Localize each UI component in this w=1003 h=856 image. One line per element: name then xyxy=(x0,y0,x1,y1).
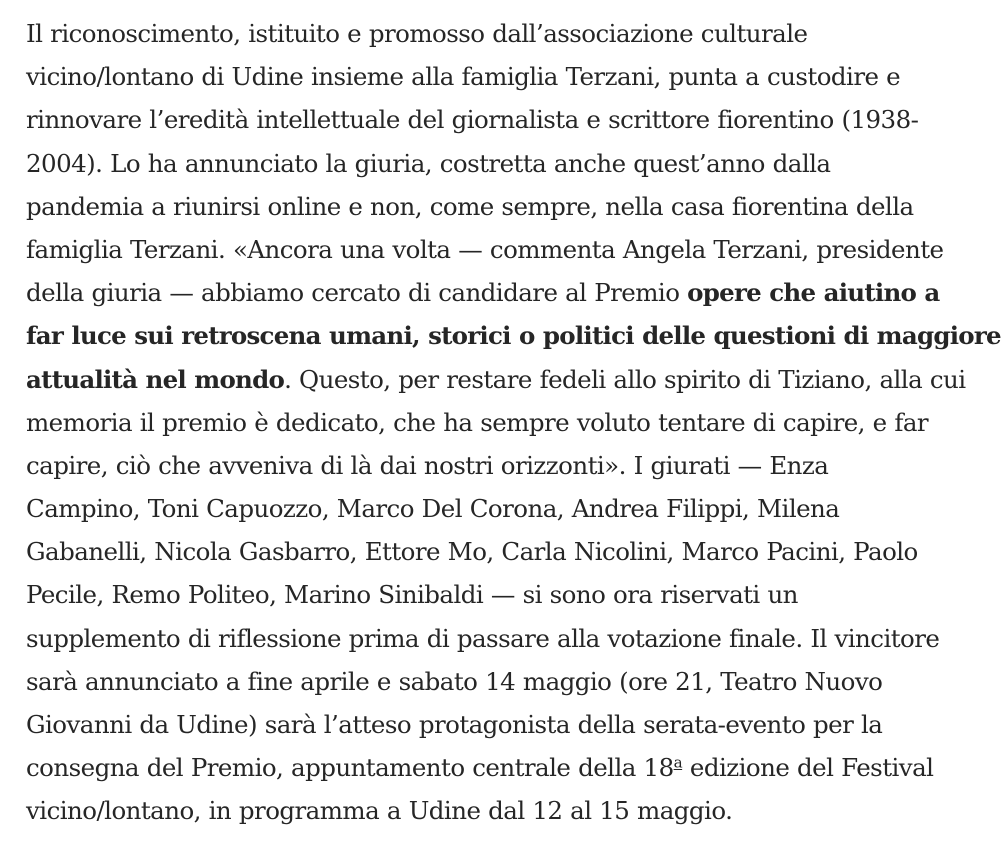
paragraph-line: Pecile, Remo Politeo, Marino Sinibaldi — si sono ora riservati un xyxy=(26,580,798,610)
paragraph-text: consegna del Premio, appuntamento centrale della 18 xyxy=(26,753,674,783)
paragraph-line: 2004). Lo ha annunciato la giuria, costretta anche quest’anno dalla xyxy=(26,148,831,178)
paragraph-line xyxy=(26,358,981,401)
paragraph-line: sarà annunciato a fine aprile e sabato 14 maggio (ore 21, Teatro Nuovo xyxy=(26,666,883,696)
paragraph-text: edizione del Festival xyxy=(682,753,934,783)
paragraph-line: pandemia a riunirsi online e non, come sempre, nella casa fiorentina della xyxy=(26,191,914,221)
paragraph-line xyxy=(26,746,981,789)
bold-highlight: opere che aiutino a xyxy=(687,278,940,308)
ordinal-indicator: a xyxy=(673,753,683,772)
paragraph-line: vicino/lontano, in programma a Udine dal 12 al 15 maggio. xyxy=(26,796,733,826)
article-paragraph xyxy=(26,12,1001,833)
paragraph-line xyxy=(26,314,1001,357)
paragraph-line: rinnovare l’eredità intellettuale del giornalista e scrittore fiorentino (1938- xyxy=(26,105,919,135)
paragraph-line: Il riconoscimento, istituito e promosso dall’associazione culturale xyxy=(26,19,808,48)
paragraph-text: . Questo, per restare fedeli allo spirito di Tiziano, alla cui xyxy=(284,364,966,394)
paragraph-line: capire, ciò che avveniva di là dai nostri orizzonti». I giurati — Enza xyxy=(26,450,829,480)
paragraph-line: Giovanni da Udine) sarà l’atteso protagonista della serata-evento per la xyxy=(26,710,883,739)
paragraph-line xyxy=(26,271,981,314)
paragraph-line: Campino, Toni Capuozzo, Marco Del Corona, Andrea Filippi, Milena xyxy=(26,494,840,524)
paragraph-line: vicino/lontano di Udine insieme alla famiglia Terzani, punta a custodire e xyxy=(26,62,901,92)
paragraph-line: memoria il premio è dedicato, che ha sempre voluto tentare di capire, e far xyxy=(26,407,929,437)
paragraph-text: della giuria — abbiamo cercato di candidare al Premio xyxy=(26,278,688,308)
paragraph-line: supplemento di riflessione prima di passare alla votazione finale. Il vincitore xyxy=(26,623,940,653)
paragraph-line: famiglia Terzani. «Ancora una volta — commenta Angela Terzani, presidente xyxy=(26,234,944,264)
bold-highlight: attualità nel mondo xyxy=(26,364,285,394)
bold-highlight: far luce sui retroscena umani, storici o politici delle questioni di maggiore xyxy=(26,321,1001,351)
paragraph-line: Gabanelli, Nicola Gasbarro, Ettore Mo, Carla Nicolini, Marco Pacini, Paolo xyxy=(26,537,918,567)
